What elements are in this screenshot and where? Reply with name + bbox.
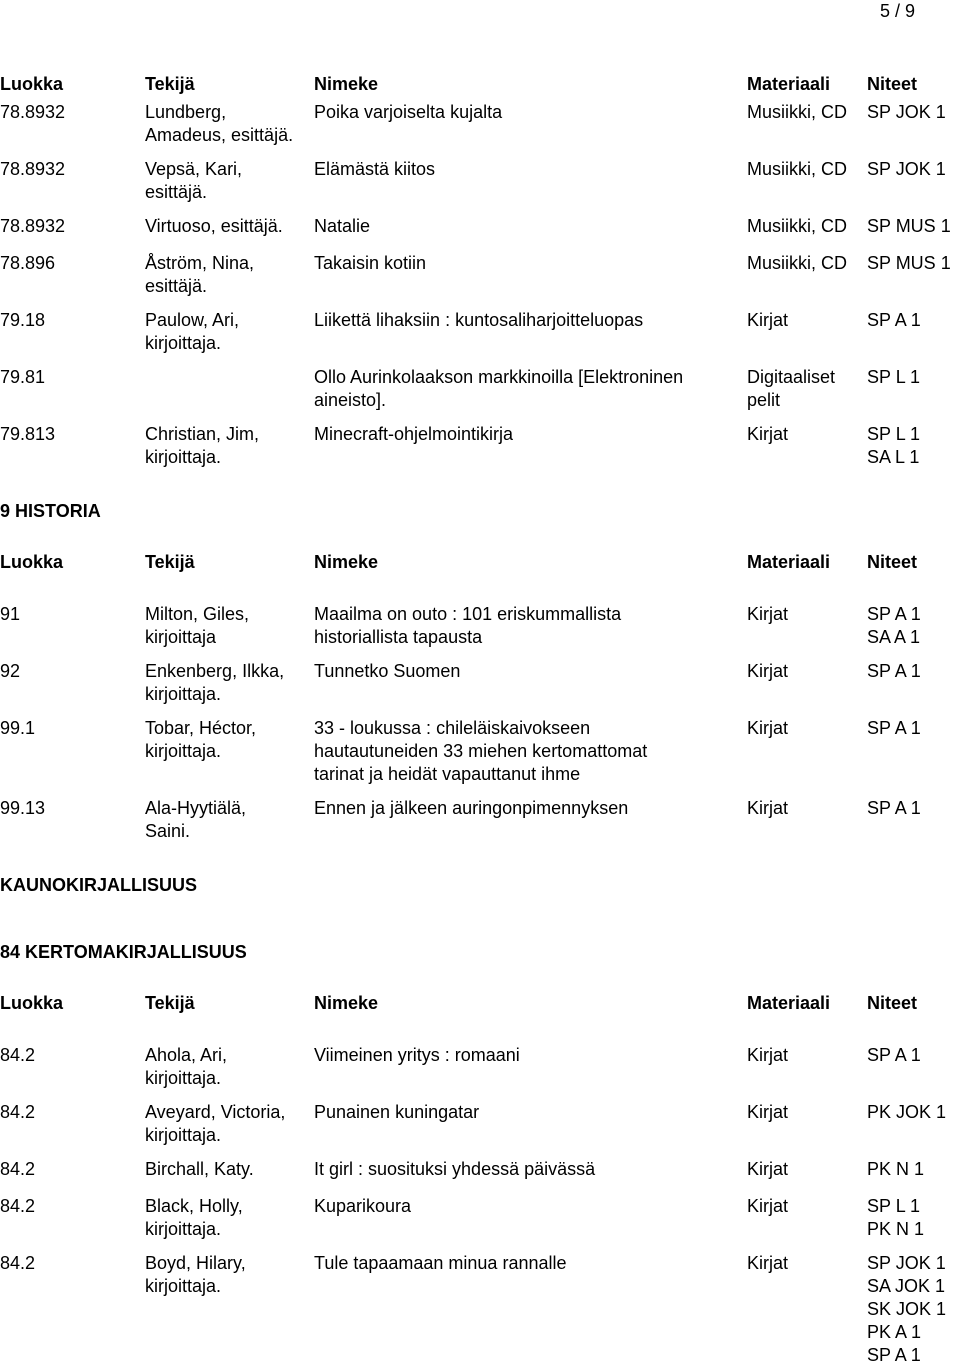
cell-luokka-text: 78.8932	[0, 216, 66, 236]
cell-tekija	[145, 1158, 254, 1181]
cell-nimeke	[314, 366, 683, 412]
cell-nimeke-line: It girl : suosituksi yhdessä päivässä	[314, 1159, 596, 1179]
cell-niteet-line: SK JOK 1	[867, 1299, 947, 1319]
cell-luokka-text: 79.18	[0, 310, 46, 330]
cell-tekija	[145, 717, 256, 763]
cell-materiaali-line: Kirjat	[747, 424, 789, 444]
cell-materiaali	[747, 1101, 788, 1124]
header-niteet: Niteet	[867, 993, 918, 1013]
cell-niteet-line: SA A 1	[867, 627, 921, 647]
header-luokka: Luokka	[0, 552, 64, 572]
cell-materiaali	[747, 1044, 788, 1067]
cell-niteet-line: SP L 1	[867, 367, 921, 387]
cell-tekija	[145, 423, 259, 469]
cell-materiaali-line: Kirjat	[747, 310, 789, 330]
cell-tekija	[145, 101, 293, 147]
cell-materiaali	[747, 1158, 788, 1181]
cell-luokka	[0, 603, 20, 626]
cell-nimeke	[314, 215, 370, 238]
cell-materiaali	[747, 215, 847, 238]
cell-niteet-line: SP A 1	[867, 661, 921, 681]
cell-nimeke-line: Tule tapaamaan minua rannalle	[314, 1253, 567, 1273]
cell-luokka	[0, 717, 35, 740]
cell-nimeke	[314, 252, 426, 275]
cell-luokka-text: 78.8932	[0, 102, 66, 122]
cell-tekija	[145, 603, 249, 649]
cell-luokka-text: 92	[0, 661, 21, 681]
cell-niteet-line: PK A 1	[867, 1322, 922, 1342]
cell-niteet-line: SP JOK 1	[867, 102, 946, 122]
cell-luokka	[0, 1044, 35, 1067]
cell-luokka	[0, 1158, 35, 1181]
cell-luokka-text: 84.2	[0, 1102, 36, 1122]
cell-nimeke-line: Kuparikoura	[314, 1196, 412, 1216]
header-tekija: Tekijä	[145, 993, 195, 1013]
cell-tekija-line: Ala-Hyytiälä,	[145, 798, 247, 818]
cell-nimeke-line: 33 - loukussa : chileläiskaivokseen	[314, 718, 591, 738]
cell-nimeke-line: tarinat ja heidät vapauttanut ihme	[314, 764, 581, 784]
cell-luokka	[0, 1252, 35, 1275]
cell-nimeke	[314, 1101, 479, 1124]
cell-nimeke	[314, 1044, 520, 1067]
cell-materiaali	[747, 423, 788, 446]
cell-nimeke-line: Natalie	[314, 216, 371, 236]
cell-nimeke	[314, 101, 502, 124]
cell-tekija-line: Virtuoso, esittäjä.	[145, 216, 283, 236]
cell-nimeke-line: Liikettä lihaksiin : kuntosaliharjoitteluopas	[314, 310, 644, 330]
cell-nimeke-line: historiallista tapausta	[314, 627, 483, 647]
cell-niteet	[867, 1195, 924, 1241]
cell-niteet-line: SP A 1	[867, 604, 921, 624]
cell-tekija-line: Christian, Jim,	[145, 424, 260, 444]
cell-luokka-text: 84.2	[0, 1045, 36, 1065]
cell-materiaali-line: Kirjat	[747, 661, 789, 681]
cell-niteet-line: SP JOK 1	[867, 159, 946, 179]
cell-tekija-line: Åström, Nina,	[145, 253, 255, 273]
cell-niteet	[867, 215, 951, 238]
cell-materiaali	[747, 1195, 788, 1218]
header-materiaali: Materiaali	[747, 552, 831, 572]
cell-nimeke	[314, 158, 435, 181]
cell-luokka-text: 99.1	[0, 718, 36, 738]
cell-luokka-text: 91	[0, 604, 21, 624]
cell-nimeke	[314, 660, 460, 683]
cell-luokka	[0, 366, 45, 389]
cell-niteet	[867, 309, 921, 332]
cell-niteet	[867, 660, 921, 683]
cell-materiaali-line: Kirjat	[747, 1102, 789, 1122]
cell-luokka	[0, 101, 65, 124]
cell-nimeke-line: Maailma on outo : 101 eriskummallista	[314, 604, 622, 624]
cell-materiaali-line: Kirjat	[747, 1196, 789, 1216]
cell-materiaali	[747, 252, 847, 275]
cell-tekija-line: Milton, Giles,	[145, 604, 250, 624]
cell-materiaali	[747, 797, 788, 820]
cell-tekija-line: kirjoittaja.	[145, 741, 222, 761]
cell-niteet	[867, 1044, 921, 1067]
cell-nimeke-line: Punainen kuningatar	[314, 1102, 480, 1122]
cell-luokka	[0, 797, 45, 820]
cell-niteet-line: SP A 1	[867, 1045, 921, 1065]
cell-tekija-line: Paulow, Ari,	[145, 310, 240, 330]
cell-materiaali	[747, 309, 788, 332]
cell-nimeke-line: hautautuneiden 33 miehen kertomattomat	[314, 741, 648, 761]
cell-materiaali-line: Musiikki, CD	[747, 159, 848, 179]
cell-materiaali	[747, 158, 847, 181]
cell-niteet-line: PK JOK 1	[867, 1102, 947, 1122]
cell-nimeke-line: Poika varjoiselta kujalta	[314, 102, 503, 122]
cell-tekija-line: esittäjä.	[145, 276, 208, 296]
header-tekija: Tekijä	[145, 552, 195, 572]
cell-materiaali	[747, 603, 788, 626]
cell-nimeke-line: aineisto].	[314, 390, 387, 410]
cell-tekija	[145, 1252, 246, 1298]
cell-materiaali-line: Musiikki, CD	[747, 216, 848, 236]
cell-tekija	[145, 1195, 243, 1241]
cell-tekija	[145, 215, 283, 238]
cell-nimeke	[314, 603, 621, 649]
cell-niteet	[867, 423, 920, 469]
cell-tekija-line: Amadeus, esittäjä.	[145, 125, 294, 145]
cell-tekija-line: Tobar, Héctor,	[145, 718, 257, 738]
cell-luokka	[0, 423, 55, 446]
cell-materiaali	[747, 660, 788, 683]
cell-nimeke	[314, 1252, 567, 1275]
cell-materiaali-line: Digitaaliset	[747, 367, 836, 387]
cell-tekija-line: Boyd, Hilary,	[145, 1253, 246, 1273]
cell-nimeke-line: Viimeinen yritys : romaani	[314, 1045, 520, 1065]
cell-tekija-line: Black, Holly,	[145, 1196, 243, 1216]
cell-niteet-line: SA JOK 1	[867, 1276, 946, 1296]
cell-niteet	[867, 603, 921, 649]
cell-niteet-line: SA L 1	[867, 447, 920, 467]
cell-niteet	[867, 101, 946, 124]
cell-niteet-line: SP MUS 1	[867, 216, 951, 236]
section-heading-kaunokirjallisuus: KAUNOKIRJALLISUUS	[0, 875, 198, 895]
cell-niteet	[867, 1252, 946, 1367]
cell-luokka	[0, 158, 65, 181]
cell-tekija-line: Aveyard, Victoria,	[145, 1102, 286, 1122]
cell-materiaali-line: Kirjat	[747, 798, 789, 818]
cell-materiaali-line: Kirjat	[747, 1045, 789, 1065]
cell-tekija	[145, 309, 239, 355]
header-luokka: Luokka	[0, 993, 64, 1013]
header-materiaali: Materiaali	[747, 74, 831, 94]
cell-luokka	[0, 1101, 35, 1124]
cell-nimeke	[314, 1195, 411, 1218]
cell-luokka	[0, 1195, 35, 1218]
cell-tekija-line: Saini.	[145, 821, 191, 841]
header-tekija: Tekijä	[145, 74, 195, 94]
cell-tekija-line: kirjoittaja.	[145, 333, 222, 353]
cell-materiaali-line: Musiikki, CD	[747, 253, 848, 273]
cell-materiaali-line: Kirjat	[747, 718, 789, 738]
cell-tekija-line: Ahola, Ari,	[145, 1045, 228, 1065]
cell-nimeke-line: Ennen ja jälkeen auringonpimennyksen	[314, 798, 629, 818]
cell-materiaali-line: Kirjat	[747, 1253, 789, 1273]
cell-niteet	[867, 252, 951, 275]
cell-tekija-line: Birchall, Katy.	[145, 1159, 254, 1179]
cell-nimeke	[314, 423, 513, 446]
cell-nimeke	[314, 309, 643, 332]
header-nimeke: Nimeke	[314, 993, 379, 1013]
cell-tekija	[145, 797, 246, 843]
cell-materiaali-line: Musiikki, CD	[747, 102, 848, 122]
cell-niteet	[867, 797, 921, 820]
cell-nimeke-line: Ollo Aurinkolaakson markkinoilla [Elektroninen	[314, 367, 684, 387]
cell-luokka	[0, 660, 20, 683]
cell-niteet-line: SP JOK 1	[867, 1253, 946, 1273]
cell-luokka	[0, 309, 45, 332]
cell-luokka-text: 79.81	[0, 367, 46, 387]
cell-niteet-line: SP A 1	[867, 798, 921, 818]
cell-nimeke	[314, 1158, 595, 1181]
cell-luokka-text: 99.13	[0, 798, 46, 818]
cell-luokka-text: 78.8932	[0, 159, 66, 179]
cell-luokka-text: 84.2	[0, 1196, 36, 1216]
cell-luokka-text: 84.2	[0, 1159, 36, 1179]
cell-tekija-line: kirjoittaja.	[145, 1219, 222, 1239]
cell-tekija-line: kirjoittaja.	[145, 1068, 222, 1088]
cell-tekija	[145, 1101, 285, 1147]
cell-tekija-line: kirjoittaja.	[145, 684, 222, 704]
cell-niteet	[867, 158, 946, 181]
cell-materiaali-line: Kirjat	[747, 604, 789, 624]
cell-tekija-line: kirjoittaja	[145, 627, 217, 647]
cell-nimeke-line: Tunnetko Suomen	[314, 661, 461, 681]
header-nimeke: Nimeke	[314, 552, 379, 572]
cell-tekija-line: Enkenberg, Ilkka,	[145, 661, 285, 681]
cell-niteet	[867, 717, 921, 740]
cell-nimeke	[314, 717, 647, 786]
cell-materiaali	[747, 717, 788, 740]
cell-luokka-text: 84.2	[0, 1253, 36, 1273]
header-niteet: Niteet	[867, 552, 918, 572]
cell-tekija-line: Lundberg,	[145, 102, 227, 122]
header-niteet: Niteet	[867, 74, 918, 94]
cell-niteet-line: SP L 1	[867, 1196, 921, 1216]
cell-niteet-line: SP MUS 1	[867, 253, 951, 273]
cell-tekija	[145, 158, 242, 204]
cell-materiaali	[747, 366, 835, 412]
cell-niteet-line: SP A 1	[867, 718, 921, 738]
cell-niteet-line: SP A 1	[867, 310, 921, 330]
cell-materiaali	[747, 1252, 788, 1275]
cell-nimeke-line: Minecraft-ohjelmointikirja	[314, 424, 514, 444]
cell-tekija-line: kirjoittaja.	[145, 1276, 222, 1296]
cell-luokka-text: 79.813	[0, 424, 56, 444]
cell-materiaali	[747, 101, 847, 124]
cell-nimeke	[314, 797, 628, 820]
cell-tekija	[145, 660, 284, 706]
cell-materiaali-line: pelit	[747, 390, 781, 410]
section-heading-kertomakirjallisuus: 84 KERTOMAKIRJALLISUUS	[0, 942, 247, 962]
header-materiaali: Materiaali	[747, 993, 831, 1013]
cell-niteet-line: PK N 1	[867, 1159, 925, 1179]
cell-tekija-line: kirjoittaja.	[145, 1125, 222, 1145]
cell-tekija-line: esittäjä.	[145, 182, 208, 202]
cell-tekija	[145, 252, 254, 298]
header-nimeke: Nimeke	[314, 74, 379, 94]
cell-nimeke-line: Elämästä kiitos	[314, 159, 436, 179]
cell-niteet-line: SP A 1	[867, 1345, 921, 1365]
page-number: 5 / 9	[880, 1, 916, 21]
header-luokka: Luokka	[0, 74, 64, 94]
cell-niteet	[867, 366, 920, 389]
cell-luokka	[0, 215, 65, 238]
cell-niteet	[867, 1158, 924, 1181]
cell-tekija-line: Vepsä, Kari,	[145, 159, 243, 179]
cell-luokka-text: 78.896	[0, 253, 56, 273]
cell-tekija	[145, 1044, 227, 1090]
cell-nimeke-line: Takaisin kotiin	[314, 253, 427, 273]
cell-tekija-line: kirjoittaja.	[145, 447, 222, 467]
cell-niteet-line: PK N 1	[867, 1219, 925, 1239]
cell-niteet	[867, 1101, 946, 1124]
cell-materiaali-line: Kirjat	[747, 1159, 789, 1179]
section-heading-historia: 9 HISTORIA	[0, 501, 101, 521]
cell-luokka	[0, 252, 55, 275]
cell-niteet-line: SP L 1	[867, 424, 921, 444]
